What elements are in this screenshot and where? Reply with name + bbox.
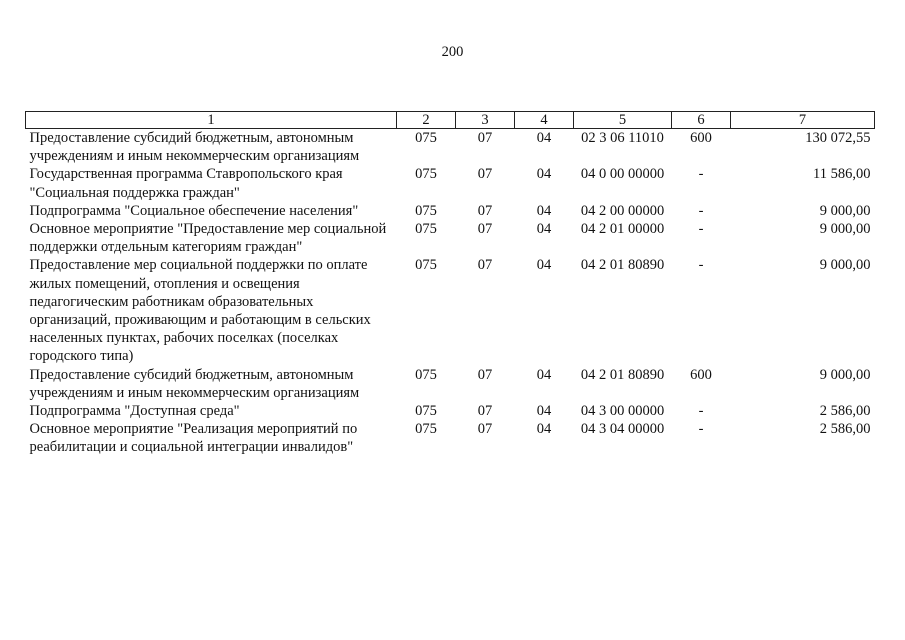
row-type: -: [698, 221, 704, 238]
row-col3: 07: [477, 221, 493, 238]
column-header-3: 3: [456, 112, 515, 129]
row-col2: 075: [415, 221, 437, 238]
row-col2: 075: [415, 366, 437, 383]
row-type: -: [698, 257, 704, 274]
page-number: 200: [441, 44, 464, 60]
row-amount: 130 072,55: [805, 130, 871, 146]
row-col3: 07: [477, 202, 493, 219]
row-amount: 9 000,00: [819, 221, 871, 238]
row-col4: 04: [536, 166, 552, 183]
row-code: 04 2 00 00000: [580, 202, 665, 219]
row-col4: 04: [536, 366, 552, 383]
row-type: -: [698, 403, 704, 420]
row-amount: 2 586,00: [819, 421, 871, 438]
row-col3: 07: [477, 130, 493, 146]
row-col3: 07: [477, 166, 493, 183]
row-amount: 11 586,00: [813, 166, 871, 183]
column-header-4: 4: [515, 112, 574, 129]
row-col2: 075: [415, 403, 437, 420]
table-row: [26, 256, 875, 365]
row-type: -: [698, 166, 704, 183]
row-col3: 07: [477, 421, 493, 438]
row-type: -: [698, 421, 704, 438]
row-name: Подпрограмма "Доступная среда": [29, 403, 240, 420]
column-header-5: 5: [574, 112, 672, 129]
row-code: 02 3 06 11010: [581, 130, 664, 146]
row-code: 04 2 01 80890: [580, 366, 665, 383]
column-header-1: 1: [26, 112, 397, 129]
row-name: Государственная программа Ставропольского края "Социальная поддержка граждан": [29, 166, 343, 201]
row-col4: 04: [536, 257, 552, 274]
row-name: Основное мероприятие "Реализация мероприятий по реабилитации и социальной интеграции инвалидов": [29, 421, 358, 456]
row-code: 04 2 01 80890: [580, 257, 665, 274]
row-amount: 9 000,00: [819, 366, 871, 383]
table-row: [26, 402, 875, 420]
row-col3: 07: [477, 257, 493, 274]
table-row: [26, 165, 875, 201]
budget-table: [25, 111, 875, 457]
row-code: 04 3 04 00000: [580, 421, 665, 438]
table-row: [26, 202, 875, 220]
row-name: Предоставление субсидий бюджетным, автономным учреждениям и иным некоммерческим организациям: [29, 130, 360, 165]
row-col4: 04: [536, 221, 552, 238]
header-row: [26, 112, 875, 129]
row-col3: 07: [477, 366, 493, 383]
row-col2: 075: [415, 130, 437, 146]
row-amount: 9 000,00: [819, 257, 871, 274]
row-type: 600: [690, 130, 712, 146]
table-row: [26, 366, 875, 402]
row-code: 04 0 00 00000: [580, 166, 665, 183]
row-col4: 04: [536, 202, 552, 219]
row-name: Подпрограмма "Социальное обеспечение населения": [29, 202, 359, 219]
row-amount: 9 000,00: [819, 202, 871, 219]
row-col3: 07: [477, 403, 493, 420]
row-col2: 075: [415, 257, 437, 274]
row-code: 04 2 01 00000: [580, 221, 665, 238]
row-code: 04 3 00 00000: [580, 403, 665, 420]
row-col2: 075: [415, 166, 437, 183]
row-col4: 04: [536, 421, 552, 438]
row-type: -: [698, 202, 704, 219]
column-header-2: 2: [397, 112, 456, 129]
row-col2: 075: [415, 202, 437, 219]
row-type: 600: [690, 366, 712, 383]
row-name: Предоставление мер социальной поддержки по оплате жилых помещений, отопления и освещения педагогическим работникам образовательных организаций, проживающим и работающим в сельских населенных пунктах, рабочих поселках (поселках городского типа): [29, 257, 371, 365]
row-col4: 04: [536, 403, 552, 420]
table-row: [26, 129, 875, 166]
row-amount: 2 586,00: [819, 403, 871, 420]
row-col4: 04: [536, 130, 552, 146]
table-row: [26, 420, 875, 456]
row-name: Предоставление субсидий бюджетным, автономным учреждениям и иным некоммерческим организациям: [29, 366, 360, 401]
row-name: Основное мероприятие "Предоставление мер социальной поддержки отдельным категориям граждан": [29, 221, 387, 256]
column-header-7: 7: [731, 112, 875, 129]
row-col2: 075: [415, 421, 437, 438]
table-row: [26, 220, 875, 256]
column-header-6: 6: [672, 112, 731, 129]
